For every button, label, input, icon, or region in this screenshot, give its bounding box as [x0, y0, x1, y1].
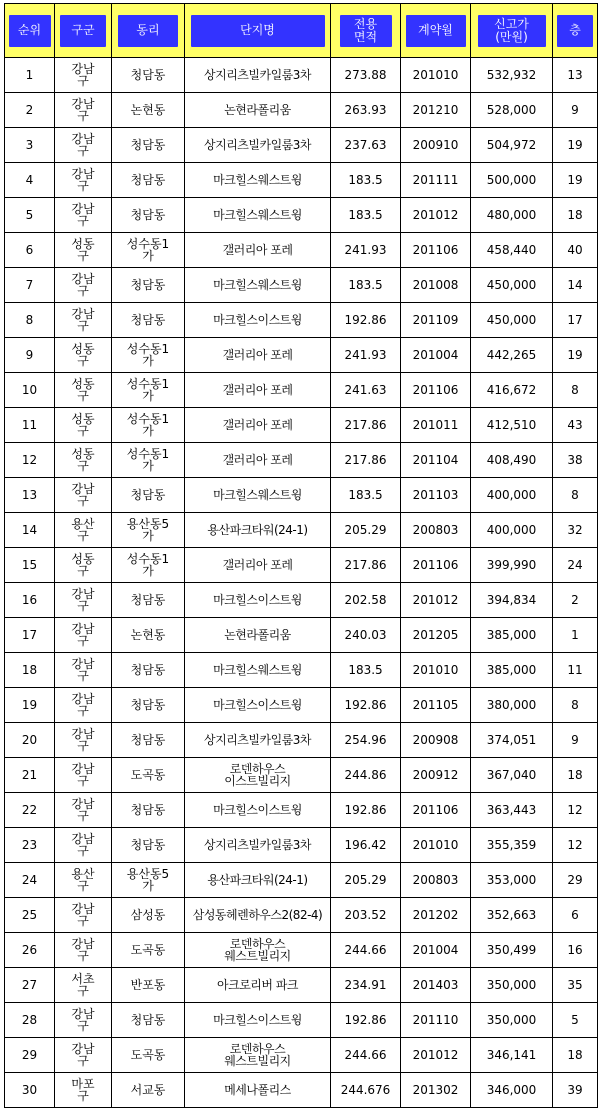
cell-floor: 12 [553, 828, 598, 863]
table-row [5, 933, 598, 968]
table-row [5, 1073, 598, 1108]
cell-dong: 청담동 [112, 128, 185, 163]
cell-area: 205.29 [331, 513, 401, 548]
cell-record-price: 412,510 [471, 408, 553, 443]
cell-complex-name: 마크힐스이스트윙 [185, 583, 331, 618]
table-row [5, 338, 598, 373]
cell-record-price: 367,040 [471, 758, 553, 793]
cell-complex-name: 마크힐스웨스트윙 [185, 478, 331, 513]
cell-contract-month: 201205 [401, 618, 471, 653]
cell-floor: 40 [553, 233, 598, 268]
cell-record-price: 400,000 [471, 478, 553, 513]
cell-complex-name: 마크힐스웨스트윙 [185, 163, 331, 198]
cell-district: 마포구 [55, 1073, 112, 1108]
cell-district: 강남구 [55, 618, 112, 653]
cell-contract-month: 201106 [401, 548, 471, 583]
cell-area: 196.42 [331, 828, 401, 863]
cell-complex-name: 갤러리아 포레 [185, 373, 331, 408]
cell-rank: 2 [5, 93, 55, 128]
cell-floor: 13 [553, 58, 598, 93]
cell-district: 용산구 [55, 513, 112, 548]
cell-floor: 9 [553, 723, 598, 758]
table-row [5, 268, 598, 303]
header-dong: 동리 [112, 4, 185, 58]
cell-district: 성동구 [55, 233, 112, 268]
cell-dong: 청담동 [112, 163, 185, 198]
table-row [5, 583, 598, 618]
cell-rank: 26 [5, 933, 55, 968]
cell-rank: 3 [5, 128, 55, 163]
cell-area: 192.86 [331, 1003, 401, 1038]
header-contract-month: 계약월 [401, 4, 471, 58]
cell-record-price: 353,000 [471, 863, 553, 898]
cell-contract-month: 201012 [401, 198, 471, 233]
cell-floor: 19 [553, 163, 598, 198]
cell-district: 강남구 [55, 163, 112, 198]
cell-record-price: 400,000 [471, 513, 553, 548]
cell-area: 192.86 [331, 688, 401, 723]
cell-contract-month: 201010 [401, 653, 471, 688]
cell-contract-month: 201004 [401, 338, 471, 373]
table-row [5, 898, 598, 933]
cell-dong: 성수동1가 [112, 233, 185, 268]
cell-district: 강남구 [55, 478, 112, 513]
cell-record-price: 380,000 [471, 688, 553, 723]
cell-dong: 청담동 [112, 583, 185, 618]
cell-complex-name: 삼성동헤렌하우스2(82-4) [185, 898, 331, 933]
cell-floor: 8 [553, 478, 598, 513]
cell-record-price: 458,440 [471, 233, 553, 268]
cell-area: 254.96 [331, 723, 401, 758]
cell-floor: 32 [553, 513, 598, 548]
cell-complex-name: 갤러리아 포레 [185, 408, 331, 443]
cell-rank: 15 [5, 548, 55, 583]
cell-floor: 6 [553, 898, 598, 933]
cell-contract-month: 201109 [401, 303, 471, 338]
cell-rank: 25 [5, 898, 55, 933]
header-row [5, 4, 598, 58]
price-table [4, 3, 598, 1108]
header-floor: 층 [553, 4, 598, 58]
cell-area: 203.52 [331, 898, 401, 933]
cell-complex-name: 논현라폴리움 [185, 93, 331, 128]
cell-record-price: 450,000 [471, 303, 553, 338]
cell-record-price: 450,000 [471, 268, 553, 303]
cell-floor: 8 [553, 688, 598, 723]
cell-area: 217.86 [331, 408, 401, 443]
header-rank: 순위 [5, 4, 55, 58]
cell-contract-month: 201010 [401, 828, 471, 863]
cell-dong: 반포동 [112, 968, 185, 1003]
cell-rank: 11 [5, 408, 55, 443]
cell-floor: 12 [553, 793, 598, 828]
cell-contract-month: 201104 [401, 443, 471, 478]
cell-complex-name: 로덴하우스 웨스트빌리지 [185, 933, 331, 968]
cell-dong: 논현동 [112, 618, 185, 653]
cell-complex-name: 아크로리버 파크 [185, 968, 331, 1003]
cell-dong: 청담동 [112, 723, 185, 758]
cell-record-price: 352,663 [471, 898, 553, 933]
table-row [5, 128, 598, 163]
cell-record-price: 346,000 [471, 1073, 553, 1108]
header-record-price: 신고가 (만원) [471, 4, 553, 58]
table-row [5, 618, 598, 653]
cell-dong: 논현동 [112, 93, 185, 128]
cell-district: 강남구 [55, 268, 112, 303]
cell-rank: 21 [5, 758, 55, 793]
cell-rank: 7 [5, 268, 55, 303]
cell-area: 234.91 [331, 968, 401, 1003]
cell-contract-month: 200803 [401, 513, 471, 548]
cell-floor: 18 [553, 1038, 598, 1073]
cell-rank: 22 [5, 793, 55, 828]
cell-complex-name: 갤러리아 포레 [185, 233, 331, 268]
cell-floor: 18 [553, 758, 598, 793]
cell-district: 성동구 [55, 408, 112, 443]
cell-area: 263.93 [331, 93, 401, 128]
cell-floor: 38 [553, 443, 598, 478]
cell-complex-name: 마크힐스웨스트윙 [185, 198, 331, 233]
table-row [5, 443, 598, 478]
cell-complex-name: 갤러리아 포레 [185, 338, 331, 373]
cell-floor: 9 [553, 93, 598, 128]
table-row [5, 1003, 598, 1038]
table-row [5, 793, 598, 828]
cell-area: 244.86 [331, 758, 401, 793]
cell-complex-name: 상지리츠빌카일룸3차 [185, 723, 331, 758]
cell-complex-name: 용산파크타워(24-1) [185, 863, 331, 898]
cell-complex-name: 논현라폴리움 [185, 618, 331, 653]
cell-floor: 39 [553, 1073, 598, 1108]
cell-district: 강남구 [55, 828, 112, 863]
cell-rank: 5 [5, 198, 55, 233]
cell-contract-month: 200912 [401, 758, 471, 793]
table-row [5, 688, 598, 723]
cell-contract-month: 201110 [401, 1003, 471, 1038]
cell-dong: 청담동 [112, 653, 185, 688]
cell-rank: 24 [5, 863, 55, 898]
cell-record-price: 350,499 [471, 933, 553, 968]
cell-dong: 청담동 [112, 58, 185, 93]
cell-complex-name: 상지리츠빌카일룸3차 [185, 828, 331, 863]
cell-record-price: 350,000 [471, 968, 553, 1003]
cell-complex-name: 마크힐스이스트윙 [185, 793, 331, 828]
cell-area: 240.03 [331, 618, 401, 653]
table-row [5, 303, 598, 338]
cell-rank: 9 [5, 338, 55, 373]
cell-complex-name: 상지리츠빌카일룸3차 [185, 58, 331, 93]
cell-area: 205.29 [331, 863, 401, 898]
cell-rank: 29 [5, 1038, 55, 1073]
cell-rank: 30 [5, 1073, 55, 1108]
cell-rank: 8 [5, 303, 55, 338]
cell-rank: 13 [5, 478, 55, 513]
cell-record-price: 442,265 [471, 338, 553, 373]
cell-complex-name: 로덴하우스 웨스트빌리지 [185, 1038, 331, 1073]
cell-area: 192.86 [331, 793, 401, 828]
cell-dong: 청담동 [112, 688, 185, 723]
cell-record-price: 399,990 [471, 548, 553, 583]
cell-rank: 10 [5, 373, 55, 408]
cell-complex-name: 용산파크타워(24-1) [185, 513, 331, 548]
cell-area: 183.5 [331, 198, 401, 233]
header-complex-name: 단지명 [185, 4, 331, 58]
cell-dong: 청담동 [112, 828, 185, 863]
cell-district: 강남구 [55, 688, 112, 723]
cell-record-price: 355,359 [471, 828, 553, 863]
cell-area: 183.5 [331, 478, 401, 513]
table-row [5, 1038, 598, 1073]
cell-rank: 27 [5, 968, 55, 1003]
cell-contract-month: 201106 [401, 233, 471, 268]
cell-area: 202.58 [331, 583, 401, 618]
cell-record-price: 350,000 [471, 1003, 553, 1038]
cell-area: 217.86 [331, 548, 401, 583]
cell-contract-month: 200908 [401, 723, 471, 758]
cell-rank: 18 [5, 653, 55, 688]
cell-contract-month: 201105 [401, 688, 471, 723]
cell-floor: 35 [553, 968, 598, 1003]
cell-district: 강남구 [55, 653, 112, 688]
cell-district: 강남구 [55, 1003, 112, 1038]
cell-contract-month: 201004 [401, 933, 471, 968]
cell-complex-name: 갤러리아 포레 [185, 443, 331, 478]
cell-contract-month: 201106 [401, 793, 471, 828]
cell-record-price: 374,051 [471, 723, 553, 758]
cell-district: 성동구 [55, 338, 112, 373]
cell-dong: 도곡동 [112, 1038, 185, 1073]
cell-contract-month: 201106 [401, 373, 471, 408]
cell-area: 183.5 [331, 163, 401, 198]
cell-floor: 5 [553, 1003, 598, 1038]
header-district: 구군 [55, 4, 112, 58]
cell-dong: 용산동5가 [112, 513, 185, 548]
table-row [5, 478, 598, 513]
cell-contract-month: 201111 [401, 163, 471, 198]
cell-district: 강남구 [55, 1038, 112, 1073]
cell-dong: 성수동1가 [112, 548, 185, 583]
cell-district: 강남구 [55, 898, 112, 933]
table-row [5, 758, 598, 793]
cell-contract-month: 201103 [401, 478, 471, 513]
cell-area: 192.86 [331, 303, 401, 338]
cell-dong: 서교동 [112, 1073, 185, 1108]
cell-rank: 19 [5, 688, 55, 723]
table-row [5, 828, 598, 863]
cell-record-price: 480,000 [471, 198, 553, 233]
cell-dong: 도곡동 [112, 758, 185, 793]
cell-record-price: 385,000 [471, 653, 553, 688]
table-row [5, 163, 598, 198]
cell-area: 244.676 [331, 1073, 401, 1108]
cell-dong: 청담동 [112, 268, 185, 303]
table-row [5, 198, 598, 233]
table-row [5, 653, 598, 688]
cell-dong: 청담동 [112, 1003, 185, 1038]
cell-area: 241.93 [331, 233, 401, 268]
cell-complex-name: 상지리츠빌카일룸3차 [185, 128, 331, 163]
cell-district: 강남구 [55, 128, 112, 163]
cell-rank: 28 [5, 1003, 55, 1038]
cell-contract-month: 201403 [401, 968, 471, 1003]
cell-area: 183.5 [331, 268, 401, 303]
cell-record-price: 363,443 [471, 793, 553, 828]
cell-contract-month: 201012 [401, 583, 471, 618]
cell-area: 273.88 [331, 58, 401, 93]
cell-record-price: 504,972 [471, 128, 553, 163]
cell-dong: 성수동1가 [112, 373, 185, 408]
cell-contract-month: 201011 [401, 408, 471, 443]
cell-district: 서초구 [55, 968, 112, 1003]
cell-floor: 11 [553, 653, 598, 688]
cell-dong: 청담동 [112, 478, 185, 513]
cell-floor: 14 [553, 268, 598, 303]
cell-area: 237.63 [331, 128, 401, 163]
cell-contract-month: 200803 [401, 863, 471, 898]
cell-record-price: 528,000 [471, 93, 553, 128]
cell-complex-name: 마크힐스웨스트윙 [185, 653, 331, 688]
cell-complex-name: 마크힐스웨스트윙 [185, 268, 331, 303]
cell-record-price: 532,932 [471, 58, 553, 93]
cell-floor: 2 [553, 583, 598, 618]
cell-district: 강남구 [55, 723, 112, 758]
cell-district: 강남구 [55, 303, 112, 338]
table-row [5, 723, 598, 758]
cell-record-price: 346,141 [471, 1038, 553, 1073]
cell-area: 183.5 [331, 653, 401, 688]
cell-dong: 성수동1가 [112, 443, 185, 478]
table-row [5, 863, 598, 898]
cell-floor: 17 [553, 303, 598, 338]
cell-district: 성동구 [55, 548, 112, 583]
cell-floor: 8 [553, 373, 598, 408]
cell-floor: 16 [553, 933, 598, 968]
cell-contract-month: 201210 [401, 93, 471, 128]
cell-floor: 18 [553, 198, 598, 233]
cell-record-price: 416,672 [471, 373, 553, 408]
cell-district: 강남구 [55, 933, 112, 968]
cell-area: 217.86 [331, 443, 401, 478]
cell-rank: 20 [5, 723, 55, 758]
cell-district: 강남구 [55, 198, 112, 233]
cell-record-price: 500,000 [471, 163, 553, 198]
cell-floor: 19 [553, 338, 598, 373]
cell-floor: 24 [553, 548, 598, 583]
cell-rank: 12 [5, 443, 55, 478]
cell-record-price: 385,000 [471, 618, 553, 653]
cell-rank: 4 [5, 163, 55, 198]
table-row [5, 233, 598, 268]
table-row [5, 373, 598, 408]
table-row [5, 968, 598, 1003]
cell-district: 강남구 [55, 93, 112, 128]
cell-dong: 성수동1가 [112, 338, 185, 373]
table-row [5, 513, 598, 548]
cell-contract-month: 201008 [401, 268, 471, 303]
cell-contract-month: 201010 [401, 58, 471, 93]
cell-area: 241.63 [331, 373, 401, 408]
cell-dong: 도곡동 [112, 933, 185, 968]
cell-record-price: 394,834 [471, 583, 553, 618]
cell-dong: 삼성동 [112, 898, 185, 933]
cell-dong: 청담동 [112, 198, 185, 233]
cell-complex-name: 마크힐스이스트윙 [185, 303, 331, 338]
cell-district: 강남구 [55, 793, 112, 828]
cell-contract-month: 201012 [401, 1038, 471, 1073]
cell-rank: 14 [5, 513, 55, 548]
cell-floor: 1 [553, 618, 598, 653]
cell-complex-name: 마크힐스이스트윙 [185, 1003, 331, 1038]
cell-rank: 6 [5, 233, 55, 268]
cell-district: 강남구 [55, 758, 112, 793]
cell-complex-name: 마크힐스이스트윙 [185, 688, 331, 723]
cell-contract-month: 201302 [401, 1073, 471, 1108]
table-row [5, 93, 598, 128]
cell-district: 성동구 [55, 373, 112, 408]
cell-district: 성동구 [55, 443, 112, 478]
cell-dong: 청담동 [112, 793, 185, 828]
cell-record-price: 408,490 [471, 443, 553, 478]
table-row [5, 408, 598, 443]
cell-complex-name: 로덴하우스 이스트빌리지 [185, 758, 331, 793]
table-row [5, 548, 598, 583]
cell-district: 용산구 [55, 863, 112, 898]
cell-rank: 17 [5, 618, 55, 653]
cell-complex-name: 메세나폴리스 [185, 1073, 331, 1108]
cell-area: 244.66 [331, 1038, 401, 1073]
cell-floor: 29 [553, 863, 598, 898]
cell-floor: 43 [553, 408, 598, 443]
cell-area: 241.93 [331, 338, 401, 373]
cell-rank: 23 [5, 828, 55, 863]
cell-district: 강남구 [55, 58, 112, 93]
cell-area: 244.66 [331, 933, 401, 968]
cell-rank: 1 [5, 58, 55, 93]
cell-complex-name: 갤러리아 포레 [185, 548, 331, 583]
cell-rank: 16 [5, 583, 55, 618]
cell-contract-month: 200910 [401, 128, 471, 163]
cell-contract-month: 201202 [401, 898, 471, 933]
cell-dong: 성수동1가 [112, 408, 185, 443]
header-area: 전용 면적 [331, 4, 401, 58]
table-row [5, 58, 598, 93]
cell-district: 강남구 [55, 583, 112, 618]
cell-dong: 청담동 [112, 303, 185, 338]
cell-dong: 용산동5가 [112, 863, 185, 898]
cell-floor: 19 [553, 128, 598, 163]
